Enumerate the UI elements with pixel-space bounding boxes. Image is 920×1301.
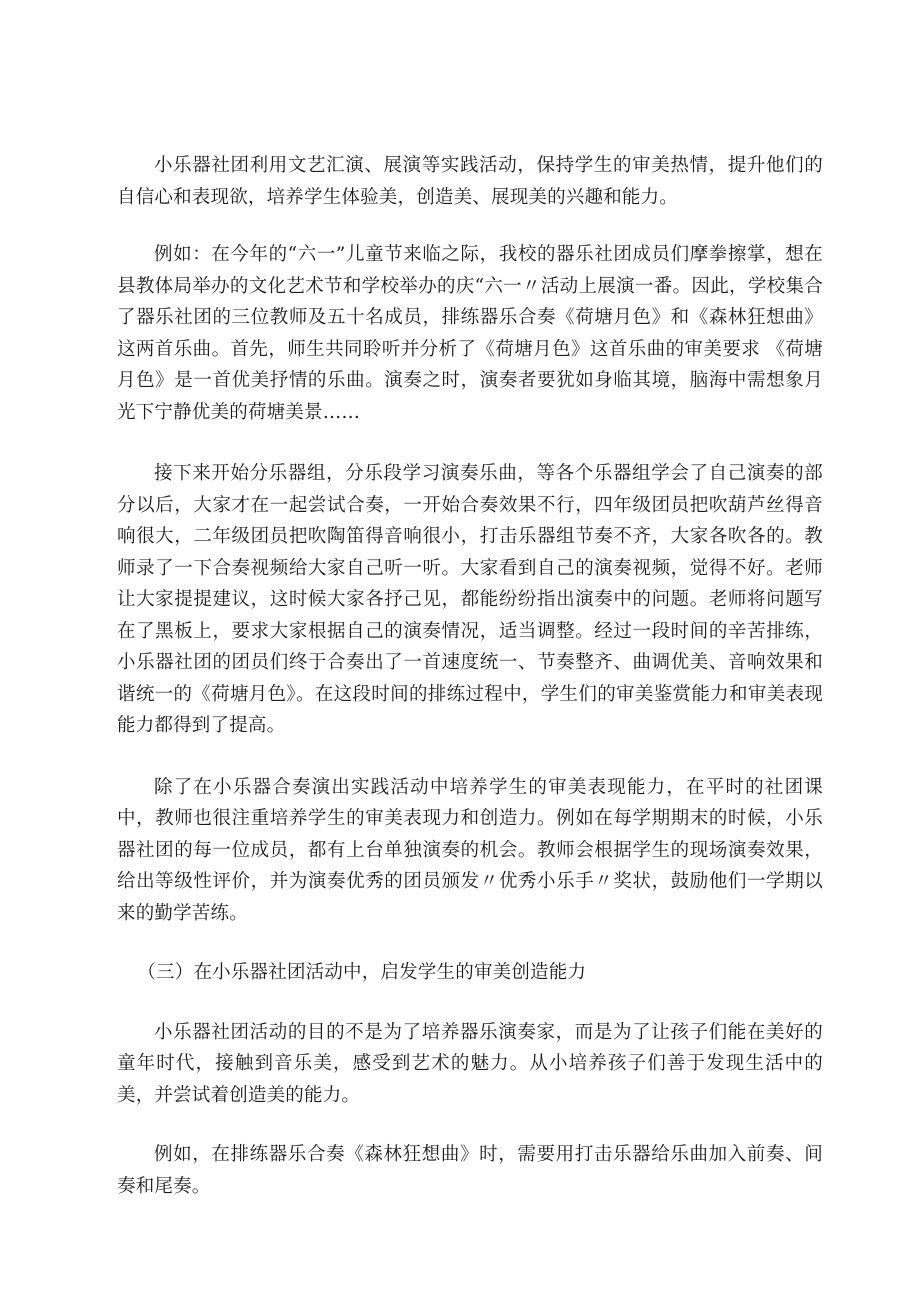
- paragraph-club-class: 除了在小乐器合奏演出实践活动中培养学生的审美表现能力，在平时的社团课中，教师也很注重培养学生的审美表现力和创造力。例如在每学期期末的时候，小乐器社团的每一位成员，都有上台单独演奏的机会。教师会根据学生的现场演奏效果，给出等级性评价，并为演奏优秀的团员颁发〃优秀小乐手〃奖状，鼓励他们一学期以来的勤学苦练。: [117, 776, 823, 924]
- paragraph-forest-rhapsody-example: 例如，在排练器乐合奏《森林狂想曲》时，需要用打击乐器给乐曲加入前奏、间奏和尾奏。: [117, 1144, 823, 1197]
- paragraph-childrens-day-example: 例如：在今年的“六一”儿童节来临之际，我校的器乐社团成员们摩拳擦掌，想在县教体局举办的文化艺术节和学校举办的庆“六一〃活动上展演一番。因此，学校集合了器乐社团的三位教师及五十名成员，排练器乐合奏《荷塘月色》和《森林狂想曲》这两首乐曲。首先，师生共同聆听并分析了《荷塘月色》这首乐曲的审美要求 《荷塘月色》是一首优美抒情的乐曲。演奏之时，演奏者要犹如身临其境，脑海中需想象月光下宁静优美的荷塘美景……: [117, 244, 823, 423]
- paragraph-practice-activities: 小乐器社团利用文艺汇演、展演等实践活动，保持学生的审美热情，提升他们的自信心和表现欲，培养学生体验美，创造美、展现美的兴趣和能力。: [117, 155, 823, 208]
- paragraph-club-purpose: 小乐器社团活动的目的不是为了培养器乐演奏家，而是为了让孩子们能在美好的童年时代，接触到音乐美，感受到艺术的魅力。从小培养孩子们善于发现生活中的美，并尝试着创造美的能力。: [117, 1021, 823, 1106]
- paragraph-rehearsal-process: 接下来开始分乐器组，分乐段学习演奏乐曲，等各个乐器组学会了自己演奏的部分以后，大家才在一起尝试合奏，一开始合奏效果不行，四年级团员把吹葫芦丝得音响很大，二年级团员把吹陶笛得音响很小，打击乐器组节奏不齐，大家各吹各的。教师录了一下合奏视频给大家自己听一听。大家看到自己的演奏视频，觉得不好。老师让大家提提建议，这时候大家各抒己见，都能纷纷指出演奏中的问题。老师将问题写在了黑板上，要求大家根据自己的演奏情况，适当调整。经过一段时间的辛苦排练，小乐器社团的团员们终于合奏出了一首速度统一、节奏整齐、曲调优美、音响效果和谐统一的《荷塘月色》。在这段时间的排练过程中，学生们的审美鉴赏能力和审美表现能力都得到了提高。: [117, 463, 823, 736]
- document-page: [117, 150, 823, 1202]
- section-heading-aesthetic-creation: （三）在小乐器社团活动中，启发学生的审美创造能力: [137, 962, 587, 983]
